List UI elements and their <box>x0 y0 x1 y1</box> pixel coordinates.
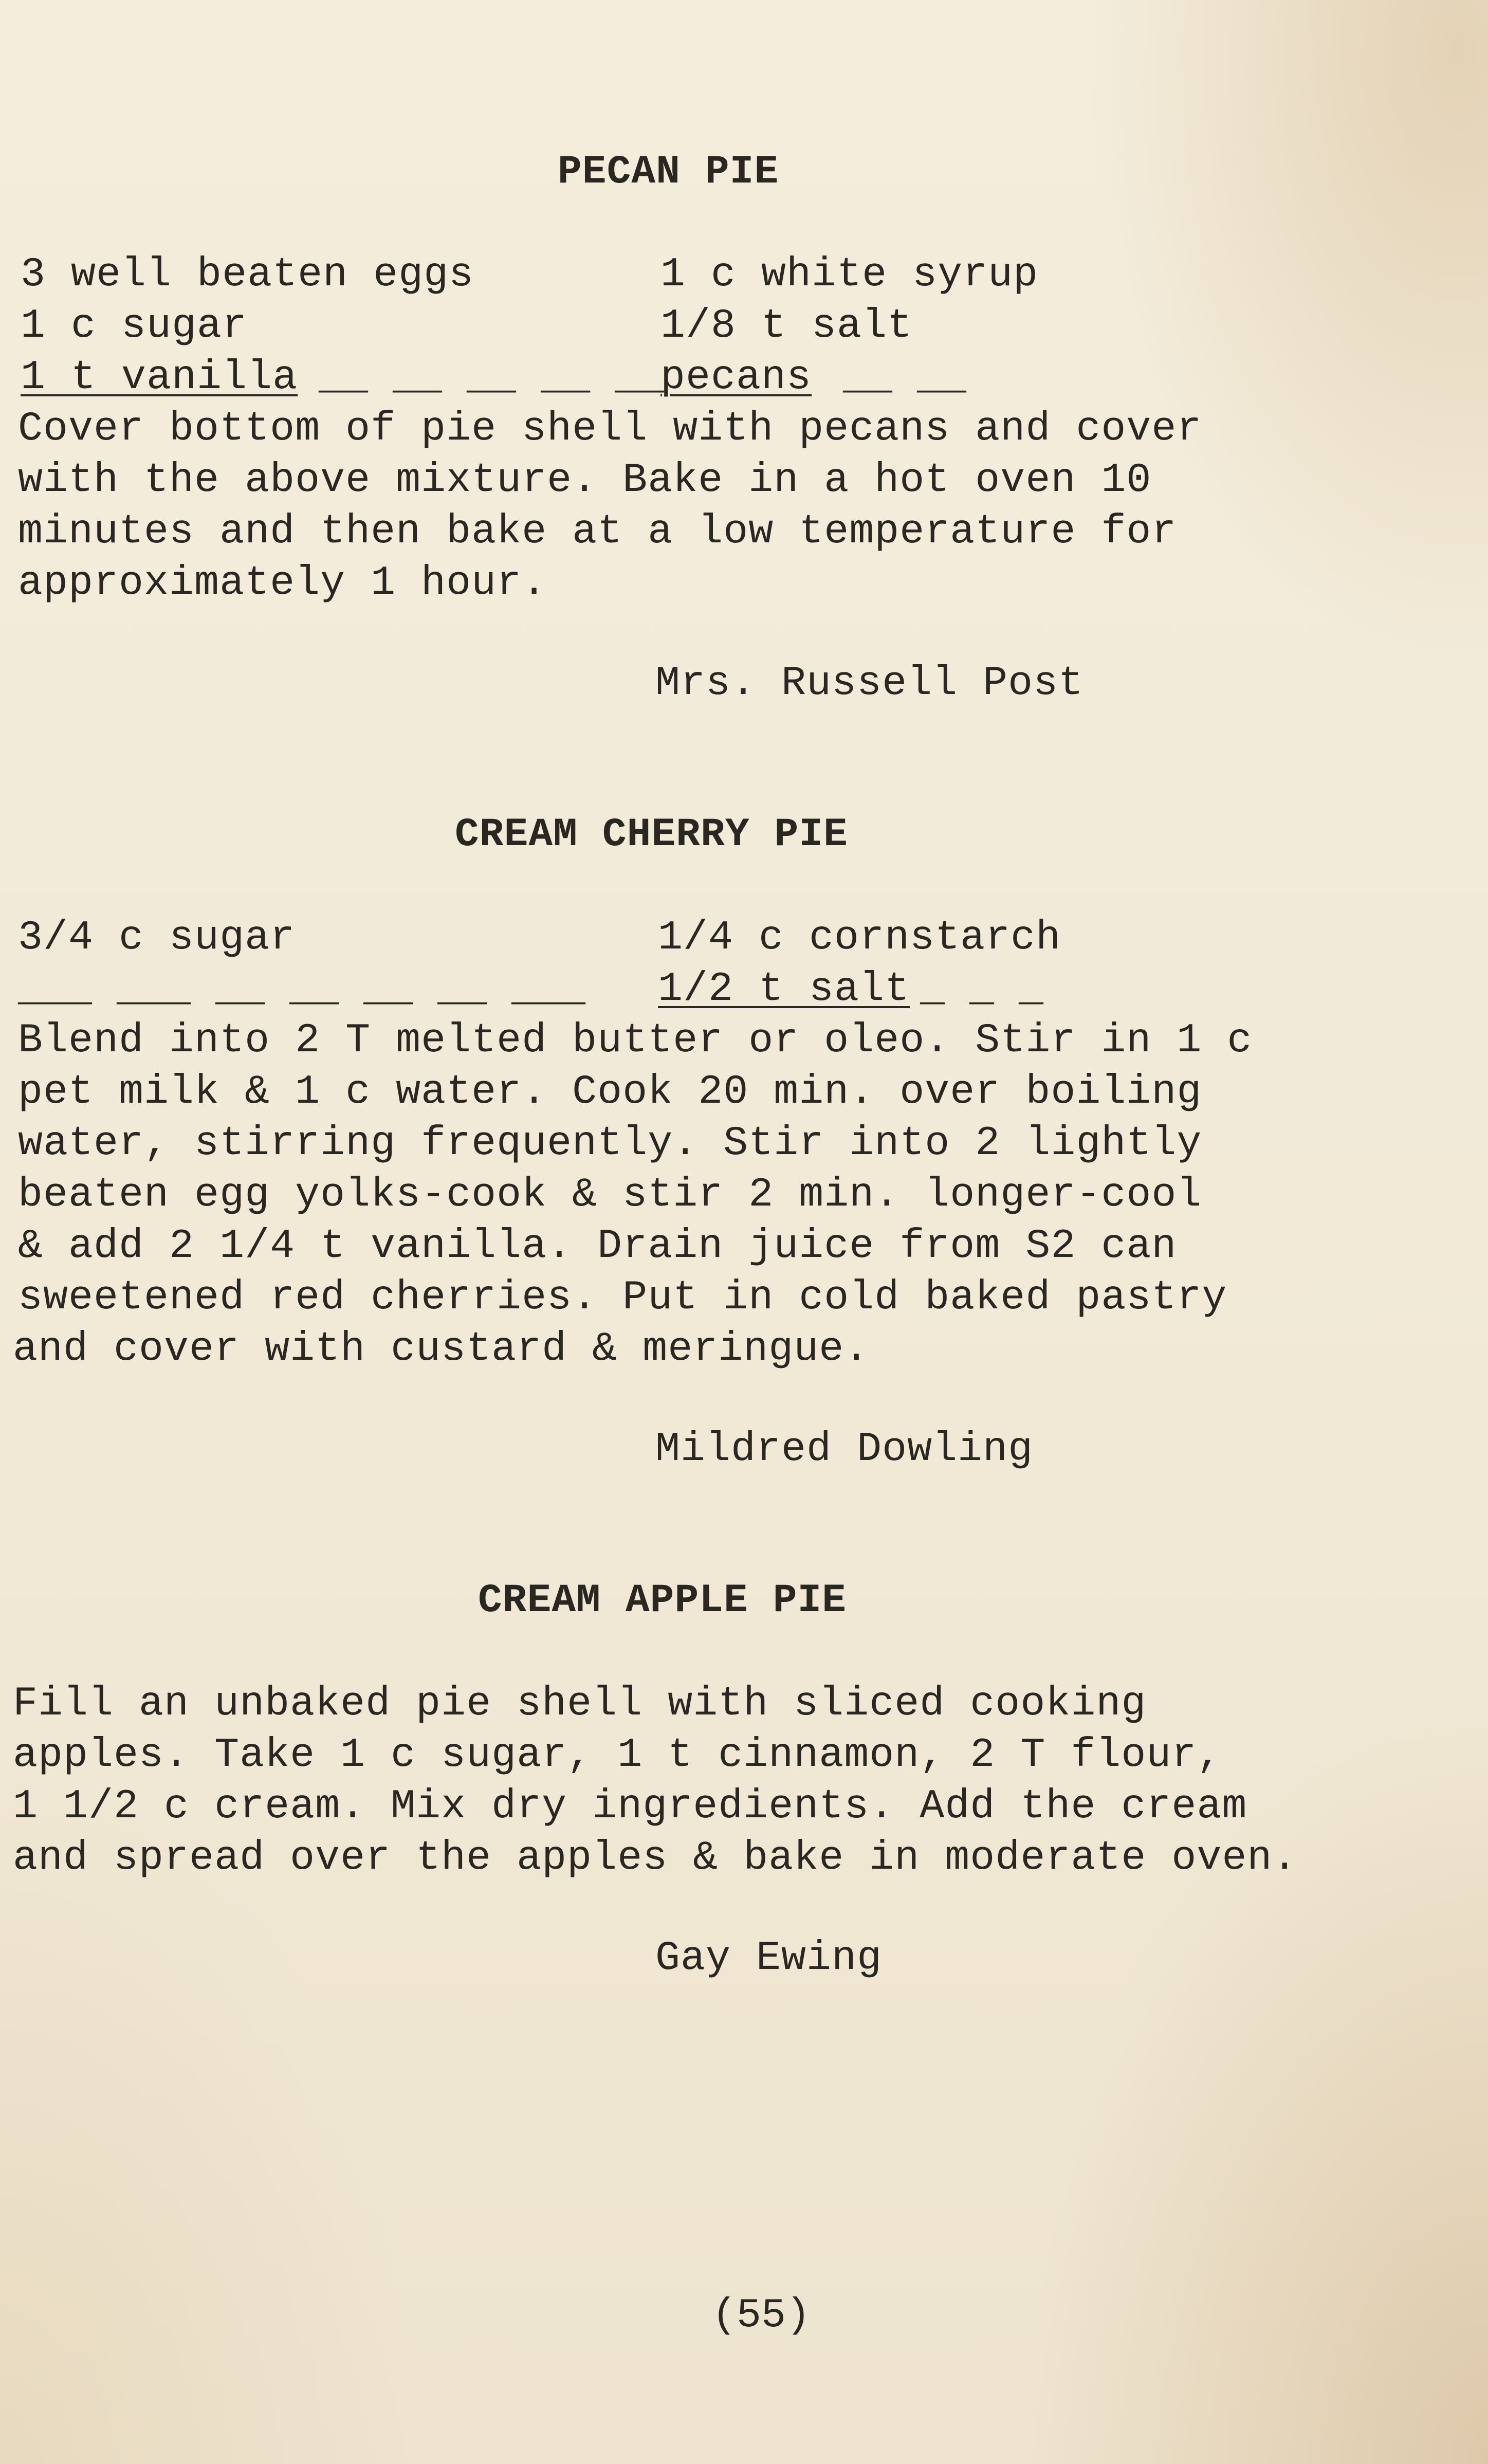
apple-body-line: apples. Take 1 c sugar, 1 t cinnamon, 2 T flour, <box>13 1732 1222 1779</box>
pecan-ingredient-sugar: 1 c sugar <box>21 303 248 350</box>
cherry-ingredient-cornstarch: 1/4 c cornstarch <box>658 915 1061 961</box>
pecan-ingredient-eggs: 3 well beaten eggs <box>21 251 474 298</box>
apple-pie-title: CREAM APPLE PIE <box>478 1578 847 1623</box>
pecan-ingredient-salt: 1/8 t salt <box>660 303 913 350</box>
pecan-ingredient-vanilla: 1 t vanilla <box>21 354 298 401</box>
pecan-dash-rule: __ __ __ __ __ <box>319 354 665 401</box>
pecan-body-line: approximately 1 hour. <box>18 560 547 607</box>
cherry-dash-rule: ___ ___ __ __ __ __ ___ <box>18 966 586 1013</box>
pecan-body-line: minutes and then bake at a low temperature for <box>18 508 1177 555</box>
pecan-body-line: Cover bottom of pie shell with pecans and cover <box>18 406 1202 452</box>
pecan-ingredient-syrup: 1 c white syrup <box>660 251 1039 298</box>
apple-body-line: 1 1/2 c cream. Mix dry ingredients. Add the cream <box>13 1783 1247 1830</box>
cherry-dash-rule-right: _ _ _ <box>920 966 1044 1013</box>
page-number: (55) <box>712 2292 811 2339</box>
pecan-author: Mrs. Russell Post <box>655 660 1084 707</box>
pecan-pie-title: PECAN PIE <box>558 150 779 195</box>
cherry-body-line: & add 2 1/4 t vanilla. Drain juice from S2 can <box>18 1223 1177 1270</box>
cherry-ingredient-salt: 1/2 t salt <box>658 966 910 1013</box>
cherry-body-line: sweetened red cherries. Put in cold baked pastry <box>18 1274 1227 1321</box>
cherry-body-line: Blend into 2 T melted butter or oleo. Stir in 1 c <box>18 1017 1253 1064</box>
pecan-ingredient-pecans: pecans <box>660 354 812 401</box>
cherry-pie-title: CREAM CHERRY PIE <box>455 812 848 857</box>
cherry-author: Mildred Dowling <box>655 1426 1034 1473</box>
cherry-ingredient-sugar: 3/4 c sugar <box>18 915 296 961</box>
cherry-body-line: beaten egg yolks-cook & stir 2 min. longer-cool <box>18 1172 1202 1218</box>
cherry-body-line: and cover with custard & meringue. <box>13 1326 870 1373</box>
pecan-dash-rule-right: __ __ <box>843 354 967 401</box>
cherry-body-line: water, stirring frequently. Stir into 2 lightly <box>18 1120 1202 1167</box>
apple-author: Gay Ewing <box>655 1935 883 1982</box>
pecan-body-line: with the above mixture. Bake in a hot oven 10 <box>18 457 1152 504</box>
cherry-body-line: pet milk & 1 c water. Cook 20 min. over boiling <box>18 1069 1202 1116</box>
apple-body-line: and spread over the apples & bake in moderate oven. <box>13 1835 1298 1882</box>
apple-body-line: Fill an unbaked pie shell with sliced cooking <box>13 1681 1147 1727</box>
